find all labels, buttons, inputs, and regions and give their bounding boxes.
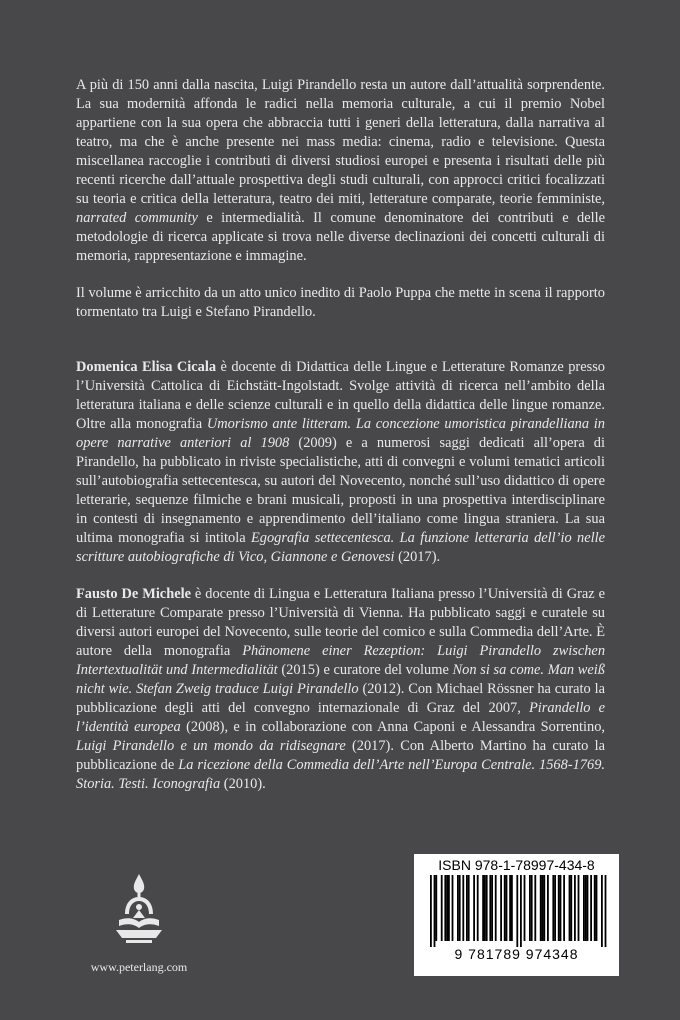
book-title: Egografia settecentesca. La funzione letteraria dell’io nelle scritture autobiografiche di Vico, Giannone e Genovesi <box>76 530 605 565</box>
blurb-paragraph-1: A più di 150 anni dalla nascita, Luigi Pirandello resta un autore dall’attualità sorprendente. La sua modernità affonda le radici nella memoria culturale, a cui il premio Nobel appartiene con la sua opera che abbraccia tutti i generi della letteratura, dalla narrativa al teatro, ma che è anche presente nei mass media: cinema, radio e televisione. Questa miscellanea raccoglie i contributi di diversi studiosi europei e presenta i risultati delle più recenti ricerche dall’attuale prospettiva degli studi culturali, con approcci critici focalizzati su teoria e critica della letteratura, teatro dei miti, letterature comparate, teorie femministe, narrated community e intermedialità. Il comune denominatore dei contributi e delle metodologie di ricerca applicate si trova nelle diverse declinazioni dei concetti culturali di memoria, rappresentazione e immagine. <box>76 77 605 264</box>
barcode-bar <box>541 875 543 941</box>
barcode-bar <box>440 875 442 941</box>
barcode-bar <box>451 875 453 941</box>
author-bio-cicala: Domenica Elisa Cicala è docente di Didattica delle Lingue e Letterature Romanze presso l’Università Cattolica di Eichstätt-Ingolstadt. Svolge attività di ricerca nell’ambito della letteratura italiana e delle scienze culturali e in quello della didattica delle lingue romanze. Oltre alla monografia Umorismo ante litteram. La concezione umoristica pirandelliana in opere narrative anteriori al 1908 (2009) e a numerosi saggi dedicati all’opera di Pirandello, ha pubblicato in riviste specialistiche, atti di convegni e volumi tematici articoli sull’autobiografia settecentesca, su autori del Novecento, nonché sull’uso didattico di opere letterarie, sequenze filmiche e brani musicali, proposti in una prospettiva interdisciplinare in contesti di insegnamento e apprendimento dell’italiano come lingua straniera. La sua ultima monografia si intitola Egografia settecentesca. La funzione letteraria dell’io nelle scritture autobiografiche di Vico, Giannone e Genovesi (2017). <box>76 359 605 565</box>
barcode-bar <box>511 875 513 941</box>
barcode-bar <box>457 875 459 941</box>
barcode-bar <box>534 875 536 941</box>
barcode-bar <box>491 875 493 941</box>
barcode-bar <box>467 875 469 941</box>
barcode-bar <box>577 875 579 941</box>
back-cover-text <box>76 76 605 794</box>
barcode-bar <box>509 875 511 941</box>
barcode-bar <box>489 875 491 941</box>
barcode-bar <box>593 875 595 941</box>
barcode-bar <box>604 875 606 947</box>
book-title: Pirandello e l’identità europea <box>76 700 605 735</box>
barcode-bar <box>473 875 475 941</box>
barcode-bar <box>530 875 532 941</box>
barcode-bar <box>595 875 597 941</box>
barcode-bar <box>466 875 468 941</box>
barcode-bar <box>601 875 603 947</box>
author-name: Domenica Elisa Cicala <box>76 359 217 375</box>
barcode-bar <box>482 875 484 941</box>
barcode-bar <box>570 875 572 941</box>
author-bio-de-michele: Fausto De Michele è docente di Lingua e Letteratura Italiana presso l’Università di Graz e di Letterature Comparate presso l’Università di Vienna. Ha pubblicato saggi e curatele su diversi autori europei del Novecento, sulle teorie del comico e sulla Commedia dell’Arte. È autore della monografia Phänomene einer Rezeption: Luigi Pirandello zwischen Intertextualität und Intermedialität (2015) e curatore del volume Non si sa come. Man weiß nicht wie. Stefan Zweig traduce Luigi Pirandello (2012). Con Michael Rössner ha curato la pubblicazione degli atti del convegno internazionale di Graz del 2007, Pirandello e l’identità europea (2008), e in collaborazione con Anna Caponi e Alessandra Sorrentino, Luigi Pirandello e un mondo da ridisegnare (2017). Con Alberto Martino ha curato la pubblicazione de La ricezione della Commedia dell’Arte nell’Europa Centrale. 1568-1769. Storia. Testi. Iconografia (2010). <box>76 586 606 792</box>
barcode-bar <box>563 875 565 941</box>
barcode-bar <box>529 875 531 941</box>
barcode-bar <box>448 875 450 941</box>
barcode-bar <box>557 875 559 941</box>
barcode-bar <box>485 875 487 941</box>
barcode-bar <box>584 875 586 941</box>
italic-term: narrated community <box>76 210 198 226</box>
book-title: Luigi Pirandello e un mondo da ridisegnare <box>76 738 346 754</box>
peter-lang-logo-icon <box>74 872 204 956</box>
barcode-bar <box>547 875 549 941</box>
barcode-bar <box>476 875 478 941</box>
barcode-bar <box>446 875 448 941</box>
barcode-bar <box>494 875 496 941</box>
book-title: Umorismo ante litteram. La concezione umoristica pirandelliana in opere narrative anteriori al 1908 <box>76 416 605 451</box>
barcode-bar <box>458 875 460 941</box>
barcode-bar <box>505 875 507 941</box>
barcode-bar <box>539 875 541 941</box>
barcode-bar <box>543 875 545 941</box>
book-title: Phänomene einer Rezeption: Luigi Pirandello zwischen Intertextualität und Intermedialität <box>76 643 606 678</box>
barcode-bar <box>462 875 464 941</box>
barcode-bar <box>568 875 570 941</box>
book-title: La ricezione della Commedia dell’Arte nell’Europa Centrale. 1568-1769. Storia. Testi. Iconografia <box>76 757 605 792</box>
barcode-bar <box>516 875 518 947</box>
publisher-block <box>74 872 204 975</box>
barcode-bar <box>552 875 554 941</box>
barcode-bar <box>520 875 522 947</box>
barcode-bar <box>554 875 556 941</box>
barcode-bar <box>430 875 432 947</box>
barcode-bar <box>583 875 585 941</box>
barcode-bar <box>559 875 561 941</box>
isbn-barcode <box>414 854 619 976</box>
barcode-bar <box>500 875 502 941</box>
barcode-bar <box>484 875 486 941</box>
author-name: Fausto De Michele <box>76 586 191 602</box>
isbn-label: ISBN 978-1-78997-434-8 <box>438 857 595 873</box>
blurb-paragraph-2: Il volume è arricchito da un atto unico inedito di Paolo Puppa che mette in scena il rapporto tormentato tra Luigi e Stefano Pirandello. <box>76 285 605 320</box>
barcode-digits: 9 781789 974348 <box>454 946 579 962</box>
barcode-bar <box>523 875 525 941</box>
barcode-bar <box>503 875 505 941</box>
barcode-bar <box>590 875 592 941</box>
barcode-bar <box>574 875 576 941</box>
barcode-bar <box>433 875 435 947</box>
barcode-bar <box>586 875 588 941</box>
book-title: Non si sa come. Man weiß nicht wie. Stefan Zweig traduce Luigi Pirandello <box>76 662 605 697</box>
barcode-bar <box>435 875 437 941</box>
publisher-url[interactable]: www.peterlang.com <box>90 960 188 974</box>
barcode-bars <box>422 875 612 947</box>
barcode-bar <box>444 875 446 941</box>
